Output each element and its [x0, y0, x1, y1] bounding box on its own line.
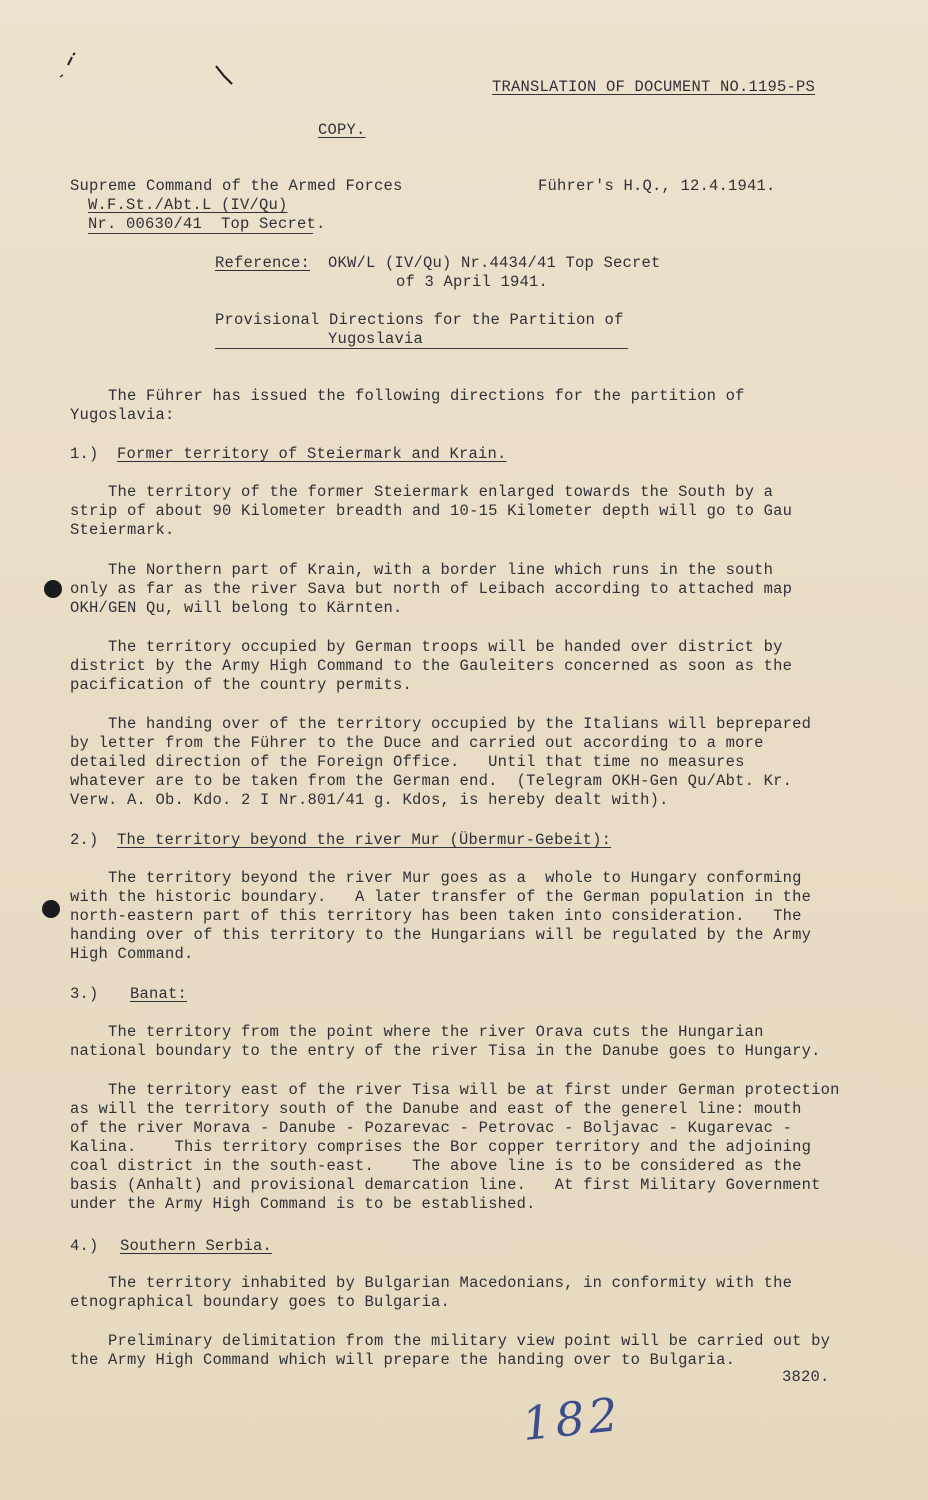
- reference-date: of 3 April 1941.: [396, 273, 549, 291]
- body-line: the Army High Command which will prepare the handing over to Bulgaria.: [70, 1351, 736, 1369]
- body-line: as will the territory south of the Danube and east of the generel line: mouth: [70, 1100, 802, 1118]
- subject-underline: [215, 348, 628, 349]
- body-line: The territory occupied by German troops will be handed over district by: [70, 638, 783, 656]
- body-line: Kalina. This territory comprises the Bor copper territory and the adjoining: [70, 1138, 812, 1156]
- body-line: coal district in the south-east. The above line is to be considered as the: [70, 1157, 802, 1175]
- body-line: The territory from the point where the river Orava cuts the Hungarian: [70, 1023, 764, 1041]
- body-line: detailed direction of the Foreign Office. Until that time no measures: [70, 753, 745, 771]
- section-1-title: Former territory of Steiermark and Krain.: [117, 445, 507, 463]
- punch-hole: [44, 580, 62, 598]
- body-line: The territory inhabited by Bulgarian Macedonians, in conformity with the: [70, 1274, 793, 1292]
- body-line: The Northern part of Krain, with a border line which runs in the south: [70, 561, 774, 579]
- body-line: whatever are to be taken from the German end. (Telegram OKH-Gen Qu/Abt. Kr.: [70, 772, 793, 790]
- intro-line: The Führer has issued the following directions for the partition of: [70, 387, 745, 405]
- document-number: 3820.: [782, 1368, 830, 1386]
- translation-title: TRANSLATION OF DOCUMENT NO.1195-PS: [492, 78, 816, 96]
- section-1-number: 1.): [70, 445, 99, 463]
- sender-line-1: Supreme Command of the Armed Forces: [70, 177, 403, 195]
- body-line: pacification of the country permits.: [70, 676, 413, 694]
- body-line: district by the Army High Command to the Gauleiters concerned as soon as the: [70, 657, 793, 675]
- copy-label: COPY.: [318, 121, 366, 139]
- section-3-number: 3.): [70, 985, 99, 1003]
- reference-label: Reference:: [215, 254, 311, 272]
- body-line: strip of about 90 Kilometer breadth and 10-15 Kilometer depth will go to Gau: [70, 502, 793, 520]
- sender-line-2: W.F.St./Abt.L (IV/Qu): [88, 196, 288, 214]
- sender-line-3: Nr. 00630/41 Top Secret.: [88, 215, 326, 233]
- subject-line-1: Provisional Directions for the Partition of: [215, 311, 624, 329]
- subject-line-2: Yugoslavia: [328, 330, 424, 348]
- body-line: The territory east of the river Tisa will be at first under German protection: [70, 1081, 840, 1099]
- stray-pen-mark: [212, 62, 236, 92]
- body-line: Steiermark.: [70, 521, 175, 539]
- body-line: by letter from the Führer to the Duce and carried out according to a more: [70, 734, 764, 752]
- punch-hole: [42, 900, 60, 918]
- section-2-number: 2.): [70, 831, 99, 849]
- body-line: under the Army High Command is to be established.: [70, 1195, 536, 1213]
- section-2-title: The territory beyond the river Mur (Übermur-Gebeit):: [117, 831, 612, 849]
- section-3-title: Banat:: [130, 985, 188, 1003]
- section-4-title: Southern Serbia.: [120, 1237, 273, 1255]
- body-line: Preliminary delimitation from the military view point will be carried out by: [70, 1332, 831, 1350]
- body-line: The territory beyond the river Mur goes as a whole to Hungary conforming: [70, 869, 802, 887]
- body-line: handing over of this territory to the Hungarians will be regulated by the Army: [70, 926, 812, 944]
- body-line: The handing over of the territory occupied by the Italians will beprepared: [70, 715, 812, 733]
- sender-underline: [88, 233, 313, 234]
- reference-text: OKW/L (IV/Qu) Nr.4434/41 Top Secret: [328, 254, 661, 272]
- body-line: The territory of the former Steiermark enlarged towards the South by a: [70, 483, 774, 501]
- body-line: OKH/GEN Qu, will belong to Kärnten.: [70, 599, 403, 617]
- body-line: Verw. A. Ob. Kdo. 2 I Nr.801/41 g. Kdos, is hereby dealt with).: [70, 791, 669, 809]
- place-date: Führer's H.Q., 12.4.1941.: [538, 177, 776, 195]
- body-line: basis (Anhalt) and provisional demarcation line. At first Military Government: [70, 1176, 821, 1194]
- body-line: only as far as the river Sava but north of Leibach according to attached map: [70, 580, 793, 598]
- body-line: of the river Morava - Danube - Pozarevac - Petrovac - Boljavac - Kugarevac -: [70, 1119, 793, 1137]
- stray-pen-mark: [58, 45, 82, 85]
- section-4-number: 4.): [70, 1237, 99, 1255]
- body-line: etnographical boundary goes to Bulgaria.: [70, 1293, 451, 1311]
- handwritten-page-number: 182: [519, 1386, 625, 1452]
- intro-line: Yugoslavia:: [70, 406, 175, 424]
- body-line: High Command.: [70, 945, 194, 963]
- body-line: with the historic boundary. A later transfer of the German population in the: [70, 888, 812, 906]
- body-line: national boundary to the entry of the river Tisa in the Danube goes to Hungary.: [70, 1042, 821, 1060]
- body-line: north-eastern part of this territory has been taken into consideration. The: [70, 907, 802, 925]
